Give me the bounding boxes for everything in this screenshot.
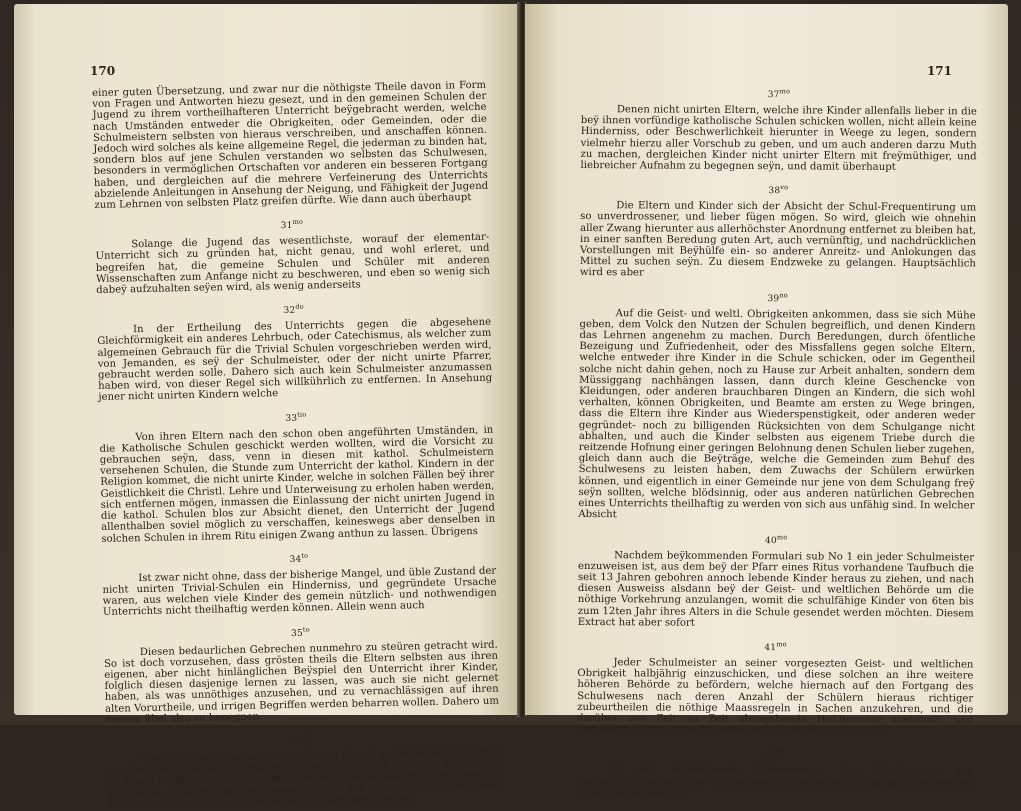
section-heading-36: $36^{to}$ [293,732,313,746]
section-paragraph-40: Nachdem beÿkommenden Formulari sub No 1 ein jeder Schulmeister enzuweisen ist, aus dem beÿ der Pfarr eines Ritus vorhandene Taufbuch die seit 13 Jahren gebohren annoch lebende Kinder heraus zu ziehen, und nach diesen Ausweiss alsdann beÿ der Geist- und weltlichen Behörde um die nöthige Vorkehrung anzulangen, womit die schulfähige Kinder von 6ten bis zum 12ten Jahr ihres Alters in die Schule gesendet werden möchten. Diesem Extract hat aber sofort [577,549,975,629]
section-paragraph-32: In der Ertheilung des Unterrichts gegen die abgesehene Gleichförmigkeit ein anderes Lehrbuch, oder Catechismus, als welcher zum algemeinen Gebrauch für die Trivial Schulen vorgeschrieben werden wird, von Jemanden, es seÿ der Schulmeister, oder der nicht unirte Pfarrer, gebraucht werden solle. Dahero sich auch kein Schulmeister anzumassen haben wird, von dieser Regel sich willkührlich zu entfernen. In Ansehung jener nicht unirten Kindern welche [97,316,493,404]
section-heading-40: $40^{mo}$ [765,532,788,546]
section-paragraph-31: Solange die Jugend das wesentlichste, worauf der elementar- Unterricht sich zu gründen hat, nicht genau, und wohl erleret, und begreifen hat, die gemeine Schulen und Schüler mit anderen Wissenschaften zum Anfange nicht zu beschweren, und eben so wenig sich dabeÿ aufzuhalten seÿen wird, als wenig anderseits [95,231,491,297]
section-heading-42: $42^{do}$ [764,747,786,761]
section-paragraph-37: Denen nicht unirten Eltern, welche ihre Kinder allenfalls lieber in die beÿ ihnen vorfündige katholische Schulen schicken wollen, nicht allein keine Hinderniss, oder Beschwerlichkeit hierunter in Weege zu legen, sondern vielmehr hierzu aller Vorschub zu geben, und um auch anderen darzu Muth zu machen, dergleichen Kinder nicht unirter Eltern mit freÿmüthiger, und liebreicher Aufnahm zu begegnen seÿn, und damit überhaupt [580,104,977,173]
section-heading-38: $38^{vo}$ [768,183,789,197]
section-paragraph-42: In der abgesehenen Verbesserung des Schulwesens das haupsächlichste auf einer stufweisen einzuleitenden Verbindung der Absicht Geist- und weltlicher [576,764,973,799]
section-heading-34: $34^{to}$ [289,551,309,565]
page-number-right: 171 [926,64,952,78]
section-heading-32: $32^{do}$ [283,302,304,317]
right-page-text [577,84,977,800]
left-page-text [92,80,501,811]
left-page [14,4,519,811]
section-paragraph-33: Von ihren Eltern nach den schon oben angeführten Umständen, in die Katholische Schulen geschickt werden wollten, wird die Vorsicht zu gebrauchen seÿn, dass, venn in diesen mit kathol. Schulmeistern versehenen Schulen, die Stunde zum Unterricht der kathol. Kindern in der Religion kommet, die nicht unirte Kinder, welche in solchen Fällen beÿ ihrer Geistlichkeit die Christl. Lehre und Unterweisung zu erholen haben werden, sich entfernen mögen, inmassen die Einlassung der nicht unirten Jugend in die kathol. Schulen blos zur Absicht dienet, den Unterricht der Jugend allenthalben soviel möglich zu verschaffen, keineswegs aber denselben in solchen Schulen in ihrem Ritu einigen Zwang anthun zu lassen. Übrigens [99,424,496,545]
section-paragraph-41: Jeder Schulmeister an seiner vorgesezten Geist- und weltlichen Obrigkeit halbjährig einzuschicken, und diese solchen an ihre weitere höheren Behörde zu befördern, welche hiernach auf den Fortgang des Schulwesens nach deren Anzahl der Schülern hieraus richtiger zubeurtheilen die nöthige Maassregeln in Sachen anzukehren, und die darüber von Zeit zu Zeit abzugebende Hof-Berichte standhaft, und verlässlich zu erstatten in Stande seÿn wird, es beruhet aber [577,657,974,738]
section-paragraph-39: Auf die Geist- und weltl. Obrigkeiten ankommen, dass sie sich Mühe geben, dem Volck den Nutzen der Schulen begreiflich, und denen Kindern das Lehrnen angenehm zu machen. Durch Beredungen, durch öfentliche Bezeigung und Zufriedenheit, oder des Missfallens gegen solche Eltern, welche entweder ihre Kinder in die Schule schicken, oder im Gegentheil solche nicht dahin gehen, noch zu Hause zur Arbeit anhalten, sondern dem Müssiggang nachhängen lassen, dann durch kleine Geschencke von Kleidungen, oder anderen brauchbaren Dingen an Kindern, die sich wohl verhalten, können Obrigkeiten, und Beamte am ersten zu Wege bringen, dass die Eltern ihre Kinder aus Wiederspenstigkeit, oder anderen weder gegründet- noch zu billigenden Rücksichten von dem Schulgange nicht abhalten, und auch die Kinder selbsten aus eigenem Triebe durch die reitzende Hofnung einer geringen Belohnung denen Schulen lieber zugehen, gleich dann auch die Beÿträge, welche die Gemeinden zum Behuf des Schulwesens zu leisten haben, dem Zuwachs der Schülern erwürken können, und eigentlich in einer Gemeinde nur jene von dem Schulgang freÿ seÿn sollten, welche blödsinnig, oder aus anderen natürlichen Gebrechen eines Unterrichts theilhaftig zu werden von sich aus unfähig sind. In welcher Absicht [578,307,976,521]
section-paragraph-36: Die Eltern wenigstens in der grössern Anzahl zu vermögen sind, dass sie ihre Kinder beÿderleÿ Geschlechts von 6 Jahr ihres Alters an nicht allein zu denen bestimmten Tägen, und Stunden in die Schule schicken, sondern auch selbe so lange darinnen lassen, bis sie das wissen, was sie beÿ dem elementar Unterricht zu lernen haben. Es wird aber hierbeÿ [106,746,501,811]
right-page [525,4,1008,799]
section-heading-37: $37^{mo}$ [767,87,791,101]
section-heading-39: $39^{no}$ [767,290,788,304]
section-paragraph-38: Die Eltern und Kinder sich der Absicht der Schul-Frequentirung um so unverdrossener, und lieber fügen mögen. So wird, gleich wie ohnehin aller Zwang hierunter aus allerhöchster Anordnung entfernet zu bleiben hat, in einer sanften Beredung guten Art, auch vernünftig, und nachdrücklichen Vorstellungen mit Beÿhülfe ein- so anderer Anreitz- und Anlokungen das Mittel zu suchen seÿn. Zu diesem Endzweke zu gelangen. Hauptsächlich wird es aber [579,200,977,279]
section-heading-35: $35^{to}$ [290,625,310,639]
section-paragraph-35: Diesen bedaurlichen Gebrechen nunmehro zu steüren getracht wird. So ist doch vorzusehen, dass grösten theils die Eltern selbsten aus ihren eigenen, aber nicht hinlänglichen Beÿspiel den Unterricht ihrer Kinder, folglich diesen dasjenige lernen zu lassen, was auch sie nicht gelernet haben, als was unnöthiges anzusehen, und zu vernachlässigen auf ihren alten Vorurtheile, und irrigen Begriffen werden beharren wollen. Dahero um diesem übel also zu begegnen [103,639,500,726]
section-heading-33: $33^{tio}$ [285,410,307,424]
section-heading-31: $31^{mo}$ [280,217,304,232]
section-paragraph-34: Ist zwar nicht ohne, dass der bisherige Mangel, und üble Zustand der nicht unirten Trivial-Schulen ein Hinderniss, und gegründete Ursache waren, aus welchen viele Kinder des gemein nützlich- und nothwendigen Unterrichts nicht theilhaftig werden können. Allein wenn auch [102,565,497,619]
page-number-left: 170 [90,64,116,78]
section-heading-41: $41^{mo}$ [764,640,787,654]
intro-paragraph: einer guten Übersetzung, und zwar nur die nöthigste Theile davon in Form von Fragen und Antworten hiezu gesezt, und in den gemeinen Schulen der Jugend zu ihrem vortheilhafteren Unterricht beÿgebracht werden, welche nach Umständen entweder die Obrigkeiten, oder Gemeinden, oder die Schulmeistern selbsten von hieraus verschreiben, und anschaffen können. Jedoch wird solches als keine allgemeine Regel, die jederman zu binden hat, sondern blos auf jene Schulen verstanden wo selbsten das Schulwesen, besonders in vermöglichen Ortschaften vor anderen ein besseren Fortgang haben, und dergleichen auf die mehrere Verfeinerung des Unterrichts abzielende Anleitungen in Ansehung der Neigung, und Fähigkeit der Jugend zum Lehrnen von selbsten Platz greifen dürfte. Wie dann auch überhaupt [92,79,489,212]
